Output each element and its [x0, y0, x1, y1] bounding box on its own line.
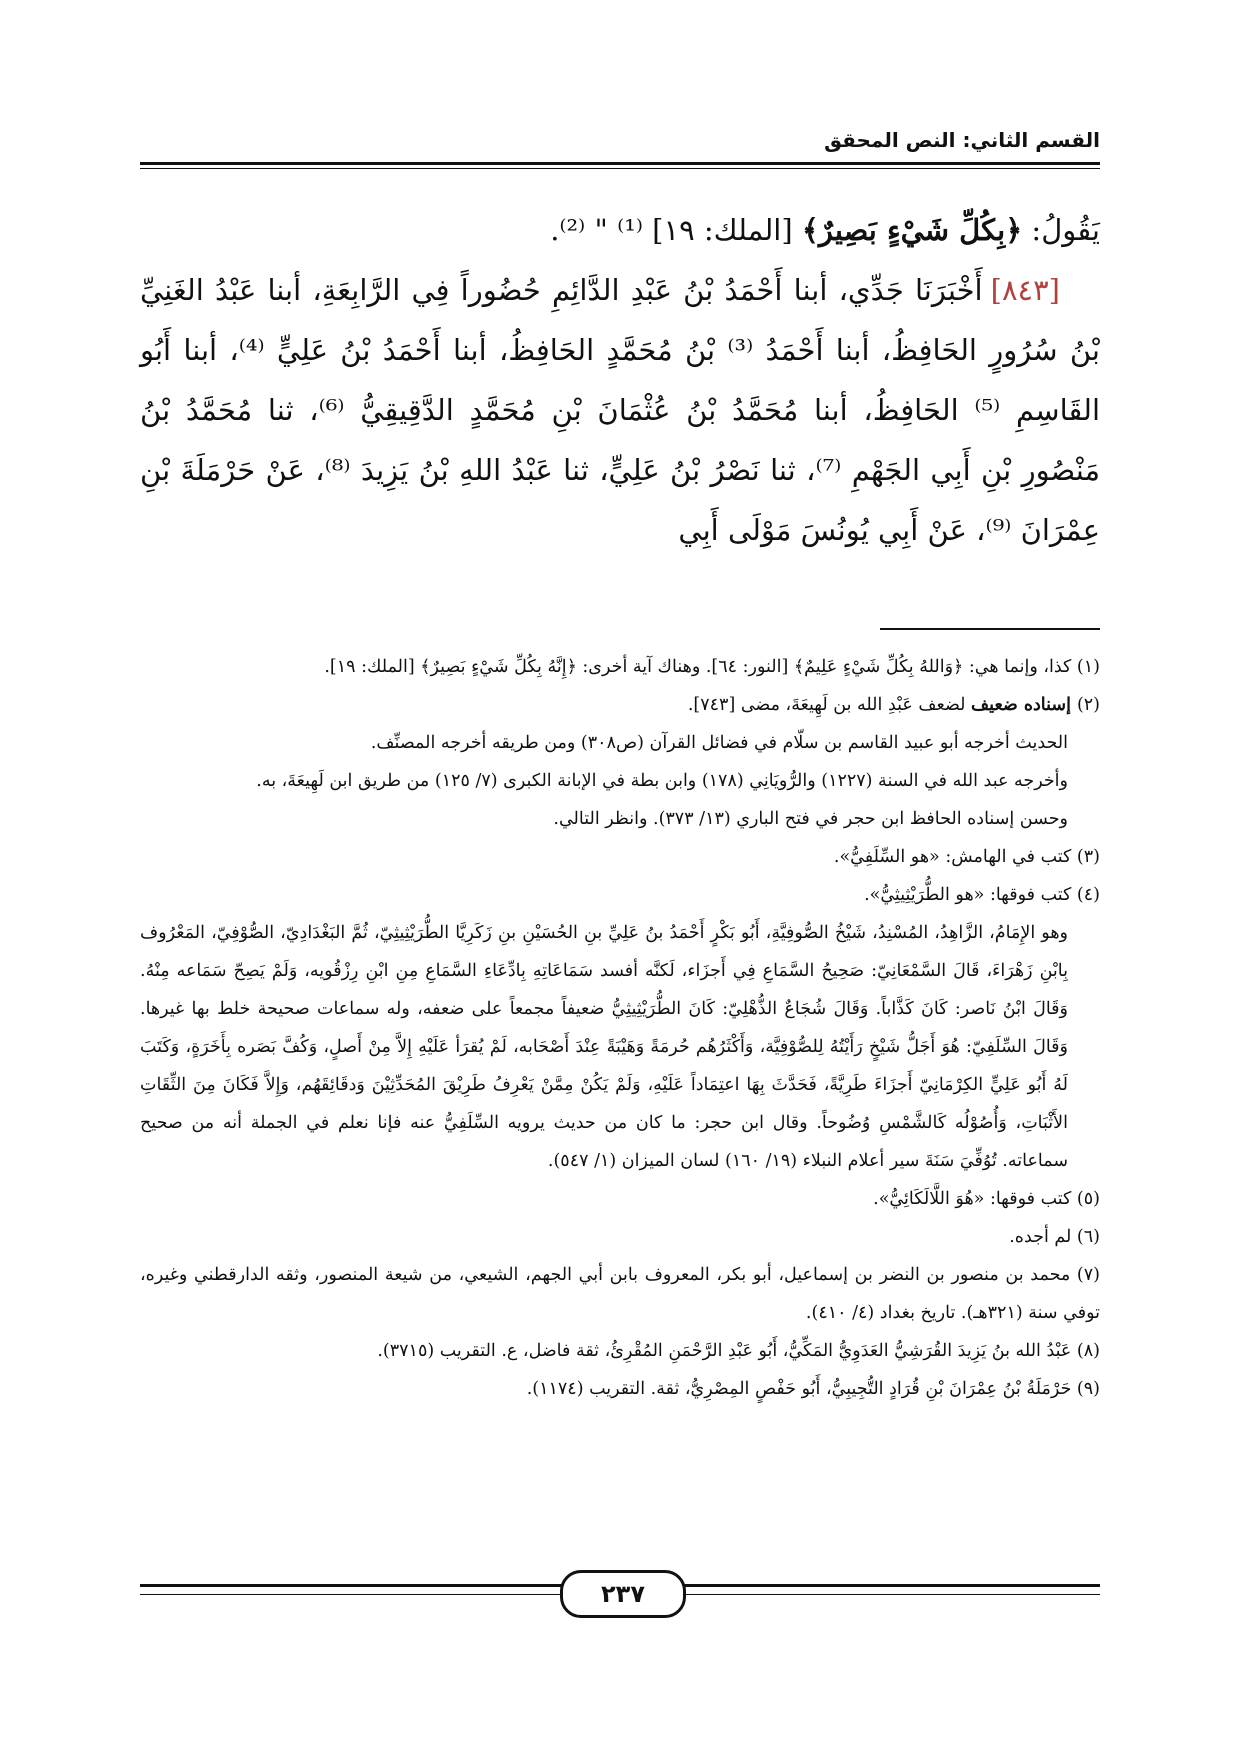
footnote-2-number: (٢)	[1076, 695, 1100, 715]
footnote-2-takhrij-1: الحديث أخرجه أبو عبيد القاسم بن سلّام في فضائل القرآن (ص٣٠٨) ومن طريقه أخرجه المصنِّف.	[370, 733, 1068, 753]
verse-reference: [الملك: ١٩] ⁽¹⁾ " ⁽²⁾.	[550, 213, 802, 247]
main-line-verse	[140, 200, 1100, 260]
hadith-isnad: أَخْبَرَنَا جَدِّي، أبنا أَحْمَدُ بْنُ عَبْدِ الدَّائِمِ حُضُوراً فِي الرَّابِعَةِ، أبنا عَبْدُ الغَنِيِّ بْنُ سُرُورٍ الحَافِظُ، أبنا أَحْمَدُ ⁽³⁾ بْنُ مُحَمَّدٍ الحَافِظُ، أبنا أَحْمَدُ بْنُ عَلِيٍّ ⁽⁴⁾، أبنا أَبُو القَاسِمِ ⁽⁵⁾ الحَافِظُ، أبنا مُحَمَّدُ بْنُ عُثْمَانَ بْنِ مُحَمَّدٍ الدَّقِيقِيُّ ⁽⁶⁾، ثنا مُحَمَّدُ بْنُ مَنْصُورِ بْنِ أَبِي الجَهْمِ ⁽⁷⁾، ثنا نَصْرُ بْنُ عَلِيٍّ، ثنا عَبْدُ اللهِ بْنُ يَزِيدَ ⁽⁸⁾، عَنْ حَرْمَلَةَ بْنِ عِمْرَانَ ⁽⁹⁾، عَنْ أَبِي يُونُسَ مَوْلَى أَبِي	[140, 273, 1100, 547]
footnote-8: (٨) عَبْدُ الله بنُ يَزِيدَ القُرَشِيُّ العَدَوِيُّ المَكِّيُّ، أَبُو عَبْدِ الرَّحْمَنِ المُقْرِئُ، ثقة فاضل، ع. التقريب (٣٧١٥).	[377, 1341, 1100, 1361]
footnote-9: (٩) حَرْمَلَةُ بْنُ عِمْرَانَ بْنِ قُرَادٍ التُّجِيبِيُّ، أَبُو حَفْصٍ المِصْرِيُّ، ثقة. التقريب (١١٧٤).	[526, 1379, 1100, 1399]
verse-intro: يَقُولُ:	[1022, 213, 1100, 247]
footnote-3: (٣) كتب في الهامش: «هو السِّلَفِيُّ».	[833, 847, 1100, 867]
main-text	[140, 200, 1100, 560]
footnote-7: (٧) محمد بن منصور بن النضر بن إسماعيل، أبو بكر، المعروف بابن أبي الجهم، الشيعي، من شيعة المنصور، وثقه الدارقطني وغيره، توفي سنة (٣٢١هـ). تاريخ بغداد (٤/ ٤١٠).	[140, 1265, 1100, 1323]
footnote-4: (٤) كتب فوقها: «هو الطُّرَيْثِيثِيُّ».	[864, 885, 1100, 905]
footnote-2	[140, 686, 1100, 724]
footnote-6: (٦) لم أجده.	[1009, 1227, 1100, 1247]
footnote-2-takhrij-2: وأخرجه عبد الله في السنة (١٢٢٧) والرُّويَانِي (١٧٨) وابن بطة في الإبانة الكبرى (٧/ ١٢٥) من طريق ابن لَهِيعَةَ، به.	[256, 771, 1068, 791]
footnote-2-text: لضعف عَبْدِ الله بن لَهِيعَةَ، مضى [٧٤٣].	[687, 695, 972, 715]
footnote-separator	[880, 628, 1100, 630]
footnote-2-takhrij-3: وحسن إسناده الحافظ ابن حجر في فتح الباري (١٣/ ٣٧٣). وانظر التالي.	[553, 809, 1068, 829]
footnote-5: (٥) كتب فوقها: «هُوَ اللَّالَكَائِيُّ».	[873, 1189, 1100, 1209]
quran-verse: ﴿بِكُلِّ شَيْءٍ بَصِيرٌ﴾	[801, 213, 1023, 247]
footnote-1: (١) كذا، وإنما هي: ﴿وَاللهُ بِكُلِّ شَيْءٍ عَلِيمٌ﴾ [النور: ٦٤]. وهناك آية أخرى: ﴿إِنَّهُ بِكُلِّ شَيْءٍ بَصِيرٌ﴾ [الملك: ١٩].	[324, 657, 1100, 677]
running-header-title: القسم الثاني: النص المحقق	[824, 128, 1100, 152]
page-number: ٢٣٧	[560, 1570, 686, 1618]
hadith-paragraph	[140, 260, 1100, 560]
header-rule-thin	[140, 168, 1100, 169]
footnotes	[140, 648, 1100, 1408]
header-rule	[140, 162, 1100, 165]
hadith-number: [٨٤٣]	[990, 273, 1060, 307]
footnote-2-grading: إسناده ضعيف	[971, 695, 1071, 715]
footnote-4-biography: وهو الإِمَامُ، الزَّاهِدُ، المُسْنِدُ، شَيْخُ الصُّوفِيَّةِ، أَبُو بَكْرٍ أَحْمَدُ بنُ عَلِيِّ بنِ الحُسَيْنِ بنِ زَكَرِيَّا الطُّرَيْثِيثِيّ، ثُمَّ البَغْدَادِيّ، الصُّوْفِيّ، المَعْرُوف بِابْنِ زَهْرَاءَ، قَالَ السَّمْعَانِيّ: صَحِيحُ السَّمَاعِ فِي أَجزَاء، لَكنَّه أفسد سَمَاعَاتِهِ بِادِّعَاءِ السَّمَاعِ مِنِ ابْنِ رِزْقُويه، وَلَمْ يَصِحّ سَمَاعه مِنْهُ. وَقَالَ ابْنُ نَاصر: كَانَ كَذَّاباً. وَقَالَ شُجَاعٌ الذُّهْلِيّ: كَانَ الطُّرَيْثِيثِيُّ ضعيفاً مجمعاً على ضعفه، وله سماعات صحيحة خلط بها غيرها. وَقَالَ السِّلَفِيّ: هُوَ أَجَلُّ شَيْخٍ رَأَيْتُهُ لِلصُّوْفِيَّة، وَأَكْثَرُهُم حُرمَةً وَهَيْبَةً عِنْدَ أَصْحَابه، لَمْ يُقرَأ عَلَيْهِ إِلاَّ مِنْ أَصلٍ، وَكُفَّ بَصَره بِأَخَرَةٍ، وَكَتَبَ لَهُ أَبُو عَلِيٍّ الكِرْمَانِيّ أَجزَاءَ طَرِيَّةً، فَحَدَّثَ بِهَا اعتِمَاداً عَلَيْهِ، وَلَمْ يَكُنْ مِمَّنْ يَعْرِفُ طَرِيْقَ المُحَدِّثِيْنَ وَدقَائِقَهُم، وَإِلاَّ فَكَانَ مِنَ الثِّقَاتِ الأَثْبَاتِ، وَأُصُوْلُه كَالشَّمْسِ وُضُوحاً. وقال ابن حجر: ما كان من حديث يرويه السِّلَفِيُّ عنه فإنا نعلم في الجملة أنه من صحيح سماعاته. تُوُفِّيَ سَنَةَ سير أعلام النبلاء (١٩/ ١٦٠) لسان الميزان (١/ ٥٤٧).	[140, 923, 1068, 1171]
